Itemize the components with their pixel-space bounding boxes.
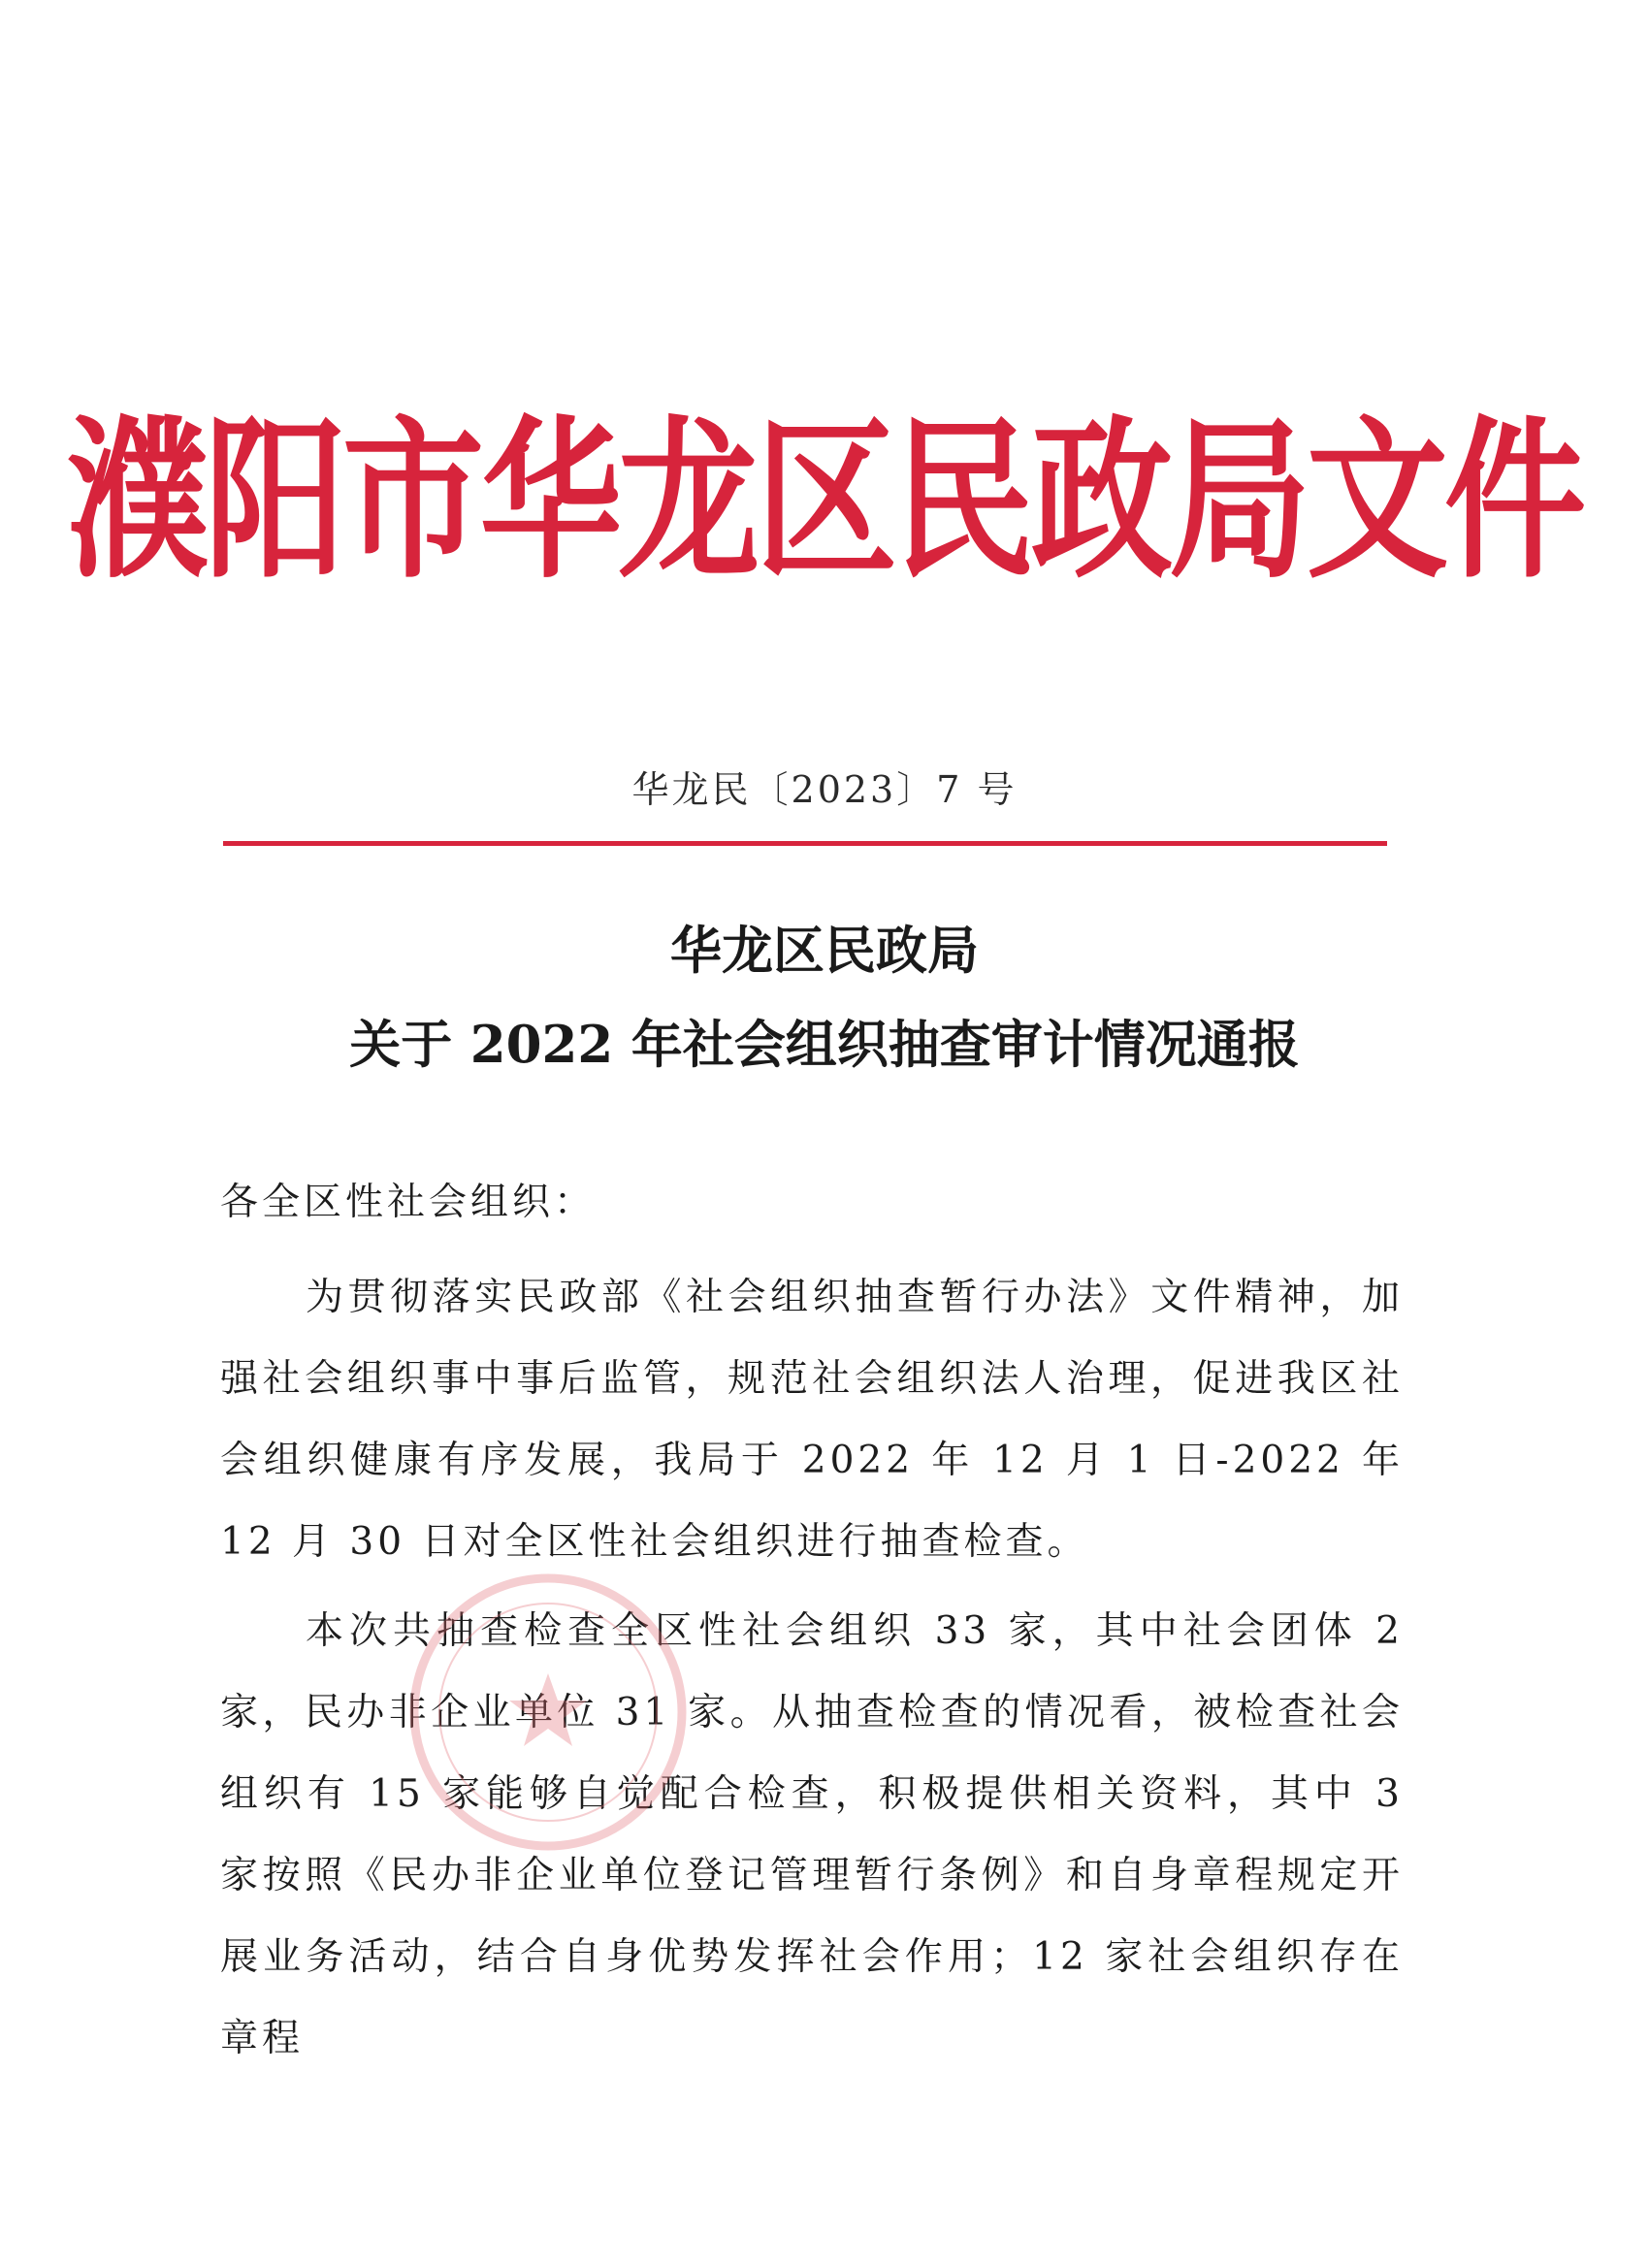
notice-title-subject: 关于 2022 年社会组织抽查审计情况通报 <box>349 1015 1300 1075</box>
body-paragraph: 本次共抽查检查全区性社会组织 33 家，其中社会团体 2 家，民办非企业单位 31 家。从抽查检查的情况看，被检查社会组织有 15 家能够自觉配合检查，积极提供相关资料，其中 3 家按照《民办非企业单位登记管理暂行条例》和自身章程规定开展业务活动，结合自身优势发挥社会作用；12 家社会组织存在章程 <box>220 1609 1404 2060</box>
issuer-masthead: 濮阳市华龙区民政局文件 <box>67 401 1582 602</box>
body-text <box>220 1257 1404 2088</box>
salutation: 各全区性社会组织： <box>220 1181 597 1224</box>
notice-title-issuer: 华龙区民政局 <box>670 921 979 981</box>
red-divider-line <box>223 841 1387 846</box>
body-paragraph: 为贯彻落实民政部《社会组织抽查暂行办法》文件精神，加强社会组织事中事后监管，规范社会组织法人治理，促进我区社会组织健康有序发展，我局于 2022 年 12 月 1 日-2022 年 12 月 30 日对全区性社会组织进行抽查检查。 <box>220 1276 1404 1564</box>
document-number: 华龙民〔2023〕7 号 <box>631 768 1018 811</box>
